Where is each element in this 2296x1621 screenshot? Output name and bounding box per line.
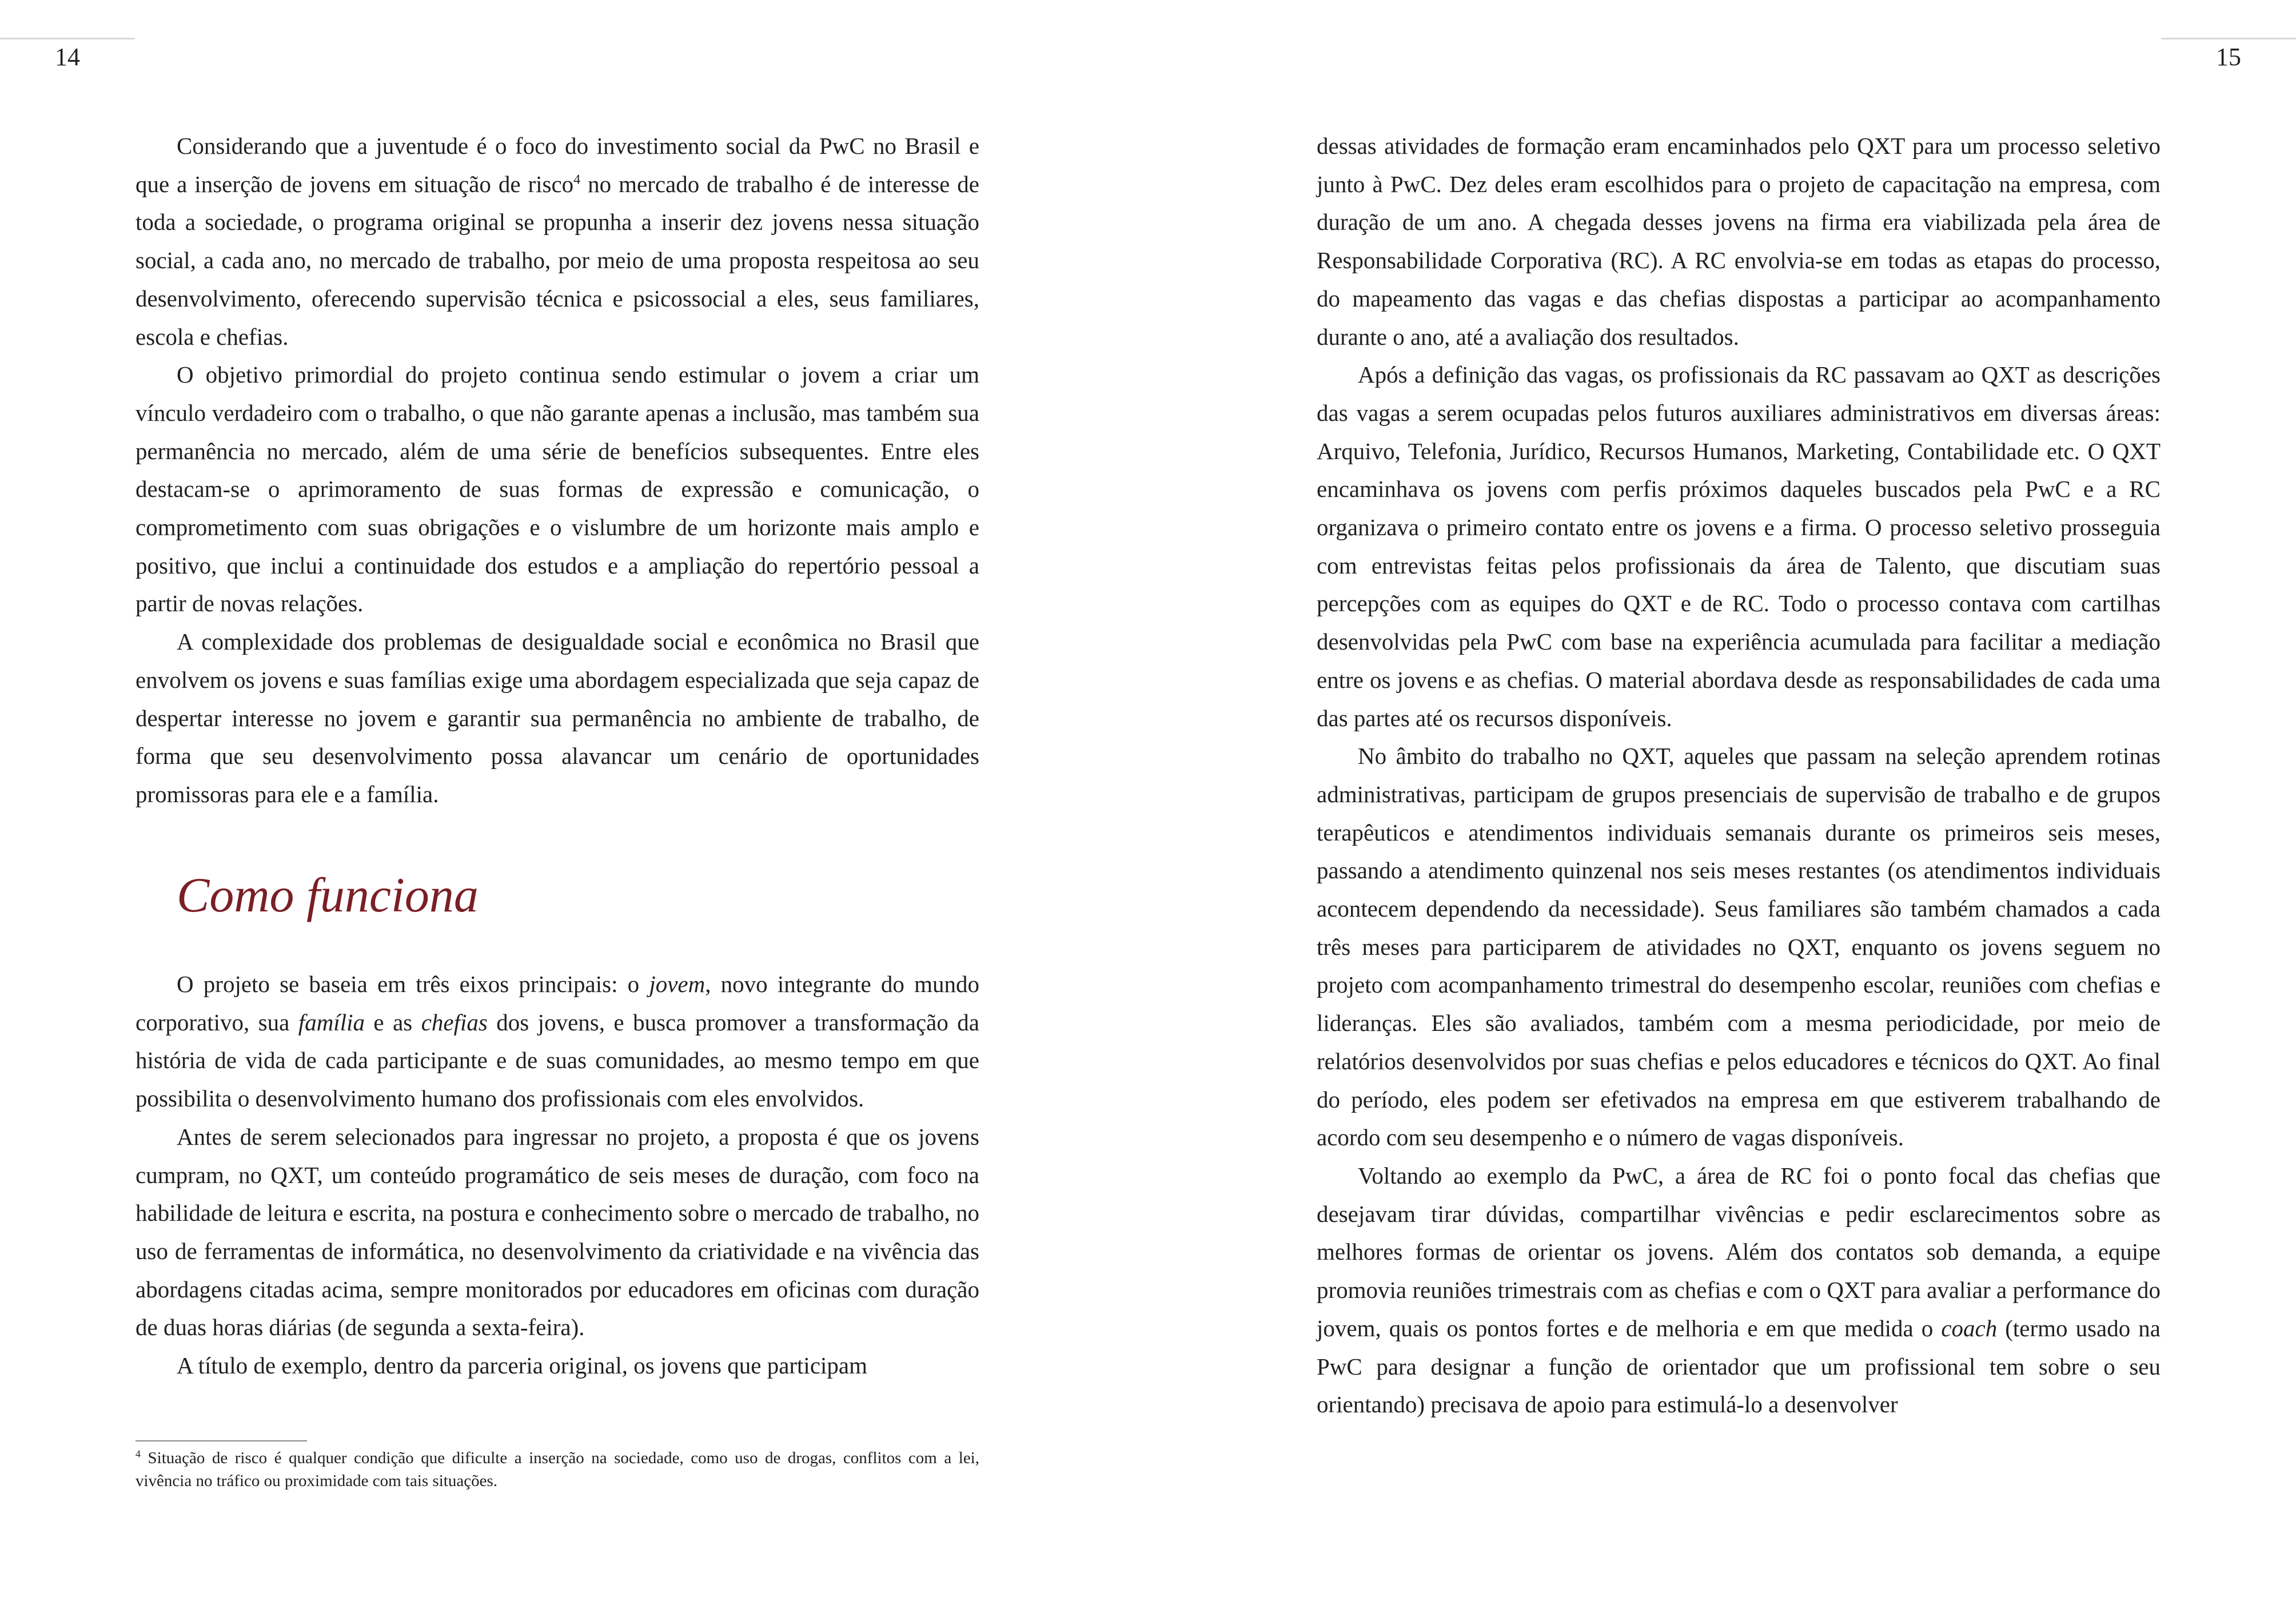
paragraph: O objetivo primordial do projeto continua sendo estimular o jovem a criar um vínculo verdadeiro com o trabalho, o que não garante apenas a inclusão, mas também sua permanência no mercado, além de uma série de benefícios subsequentes. Entre eles destacam-se o aprimoramento de suas formas de expressão e comunicação, o comprometimento com suas obrigações e o vislumbre de um horizonte mais amplo e positivo, que inclui a continuidade dos estudos e a ampliação do repertório pessoal a partir de novas relações. (135, 361, 979, 617)
paragraph: Voltando ao exemplo da PwC, a área de RC foi o ponto focal das chefias que desejavam tirar dúvidas, compartilhar vivências e pedir esclarecimentos sobre as melhores formas de orientar os jovens. Além dos contatos sob demanda, a equipe promovia reuniões trimestrais com as chefias e com o QXT para avaliar a performance do jovem, quais os pontos fortes e de melhoria e em que medida o coach (termo usado na PwC para designar a função de orientador que um profissional tem sobre o seu orientando) precisava de apoio para estimulá-lo a desenvolver (1317, 1162, 2161, 1418)
paragraph: O projeto se baseia em três eixos principais: o jovem, novo integrante do mundo corporativo, sua família e as chefias dos jovens, e busca promover a transformação da história de vida de cada participante e de suas comunidades, ao mesmo tempo em que possibilita o desenvolvimento humano dos profissionais com eles envolvidos. (135, 971, 979, 1112)
body-text (1317, 127, 2161, 1424)
paragraph: A título de exemplo, dentro da parceria original, os jovens que participam (177, 1352, 867, 1379)
paragraph: Considerando que a juventude é o foco do investimento social da PwC no Brasil e que a inserção de jovens em situação de risco$^4$ no mercado de trabalho é de interesse de toda a sociedade, o programa original se propunha a inserir dez jovens nessa situação social, a cada ano, no mercado de trabalho, por meio de uma proposta respeitosa ao seu desenvolvimento, oferecendo supervisão técnica e psicossocial a eles, seus familiares, escola e chefias. (135, 133, 979, 350)
paragraph: A complexidade dos problemas de desigualdade social e econômica no Brasil que envolvem os jovens e suas famílias exige uma abordagem especializada que seja capaz de despertar interesse no jovem e garantir sua permanência no ambiente de trabalho, de forma que seu desenvolvimento possa alavancar um cenário de oportunidades promissoras para ele e a família. (135, 628, 979, 807)
header-rule (2161, 38, 2296, 39)
footnote-marker: 4 (135, 1448, 141, 1460)
paragraph-continued: dessas atividades de formação eram encaminhados pelo QXT para um processo seletivo junto à PwC. Dez deles eram escolhidos para o projeto de capacitação na empresa, com duração de um ano. A chegada desses jovens na firma era viabilizada pela área de Responsabilidade Corporativa (RC). A RC envolvia-se em todas as etapas do processo, do mapeamento das vagas e das chefias dispostas a participar ao acompanhamento durante o ano, até a avaliação dos resultados. (1317, 133, 2161, 350)
footnote: $^4$ Situação de risco é qualquer condição que dificulte a inserção na sociedade, como uso de drogas, conflitos com a lei, vivência no tráfico ou proximidade com tais situações. (135, 1448, 979, 1490)
footnote-rule (135, 1440, 307, 1441)
header-rule (0, 38, 135, 39)
section-heading: Como funciona (177, 867, 479, 922)
page-number: 15 (2216, 43, 2241, 71)
page-number: 14 (55, 43, 80, 71)
paragraph: Após a definição das vagas, os profissionais da RC passavam ao QXT as descrições das vagas a serem ocupadas pelos futuros auxiliares administrativos em diversas áreas: Arquivo, Telefonia, Jurídico, Recursos Humanos, Marketing, Contabilidade etc. O QXT encaminhava os jovens com perfis próximos daqueles buscados pela PwC e a RC organizava o primeiro contato entre os jovens e a firma. O processo seletivo prosseguia com entrevistas feitas pelos profissionais da área de Talento, que discutiam suas percepções com as equipes do QXT e de RC. Todo o processo contava com cartilhas desenvolvidas pela PwC com base na experiência acumulada para facilitar a mediação entre os jovens e as chefias. O material abordava desde as responsabilidades de cada uma das partes até os recursos disponíveis. (1317, 361, 2161, 731)
paragraph: Antes de serem selecionados para ingressar no projeto, a proposta é que os jovens cumpram, no QXT, um conteúdo programático de seis meses de duração, com foco na habilidade de leitura e escrita, na postura e conhecimento sobre o mercado de trabalho, no uso de ferramentas de informática, no desenvolvimento da criatividade e na vivência das abordagens citadas acima, sempre monitorados por educadores em oficinas com duração de duas horas diárias (de segunda a sexta-feira). (135, 1123, 979, 1341)
right-page (1148, 0, 2296, 1621)
paragraph: No âmbito do trabalho no QXT, aqueles que passam na seleção aprendem rotinas administrativas, participam de grupos presenciais de supervisão de trabalho e de grupos terapêuticos e atendimentos individuais semanais durante os primeiros seis meses, passando a atendimento quinzenal nos seis meses restantes (os atendimentos individuais acontecem dependendo da necessidade). Seus familiares são também chamados a cada três meses para participarem de atividades no QXT, enquanto os jovens seguem no projeto com acompanhamento trimestral do desempenho escolar, reuniões com chefias e lideranças. Eles são avaliados, também com a mesma periodicidade, por meio de relatórios desenvolvidos por suas chefias e pelos educadores e técnicos do QXT. Ao final do período, eles podem ser efetivados na empresa em que estiverem trabalhando de acordo com seu desempenho e o número de vagas disponíveis. (1317, 743, 2161, 1151)
section-text (135, 965, 979, 1385)
footnote-reference: 4 (573, 172, 581, 188)
intro-text (135, 127, 979, 814)
